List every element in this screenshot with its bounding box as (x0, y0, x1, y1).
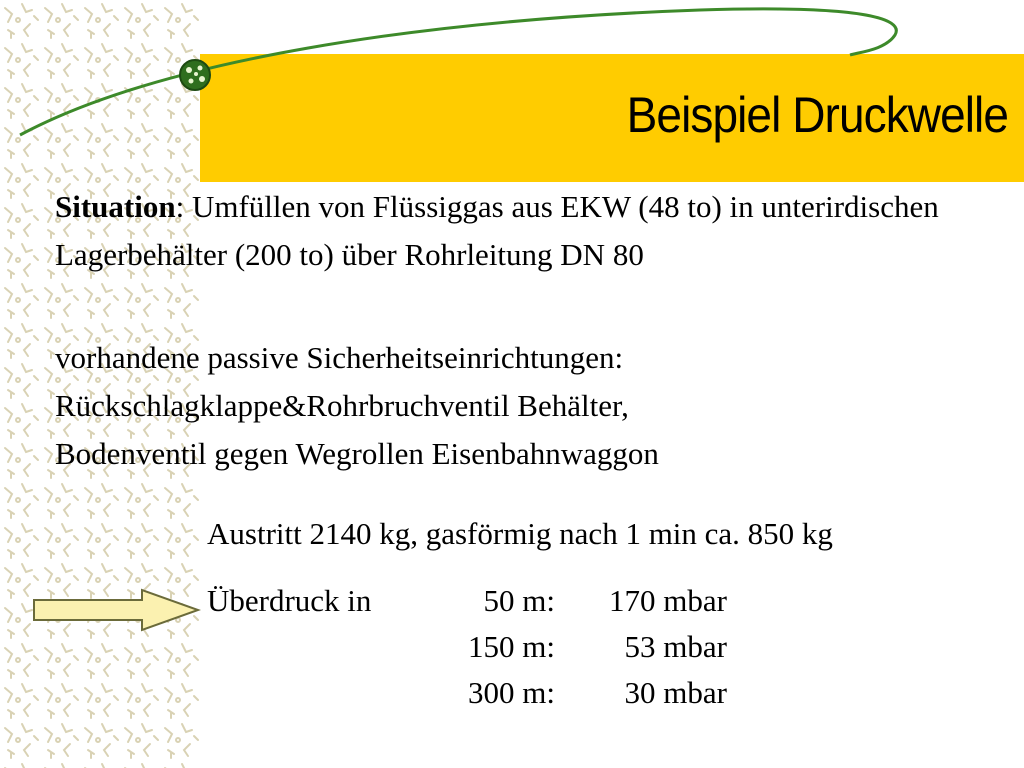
green-planet-icon (180, 60, 210, 90)
slide-title: Beispiel Druckwelle (626, 87, 1008, 143)
safety-line: vorhandene passive Sicherheitseinrichtungen: (55, 340, 624, 375)
safety-line: Bodenventil gegen Wegrollen Eisenbahnwaggon (55, 436, 659, 471)
situation-text: : Umfüllen von Flüssiggas aus EKW (48 to) in unterirdischen Lagerbehälter (200 to) über Rohrleitung DN 80 (55, 189, 939, 272)
pressure-row (207, 578, 727, 624)
pressure-distance: 300 m: (468, 675, 555, 710)
pressure-distance: 150 m: (468, 629, 555, 664)
safety-line: Rückschlagklappe&Rohrbruchventil Behälter, (55, 388, 629, 423)
pressure-value: 170 mbar (609, 583, 727, 618)
pressure-row (207, 624, 727, 670)
austritt-text: Austritt 2140 kg, gasförmig nach 1 min ca. 850 kg (207, 516, 833, 551)
right-arrow-icon (32, 588, 202, 632)
situation-label: Situation (55, 189, 176, 224)
pressure-value: 53 mbar (624, 629, 727, 664)
situation-paragraph (55, 183, 985, 279)
pressure-row (207, 670, 727, 716)
pressure-value: 30 mbar (624, 675, 727, 710)
pressure-label: Überdruck in (207, 583, 372, 618)
pressure-table (207, 578, 727, 716)
safety-paragraph (55, 334, 985, 478)
pressure-distance: 50 m: (483, 583, 555, 618)
